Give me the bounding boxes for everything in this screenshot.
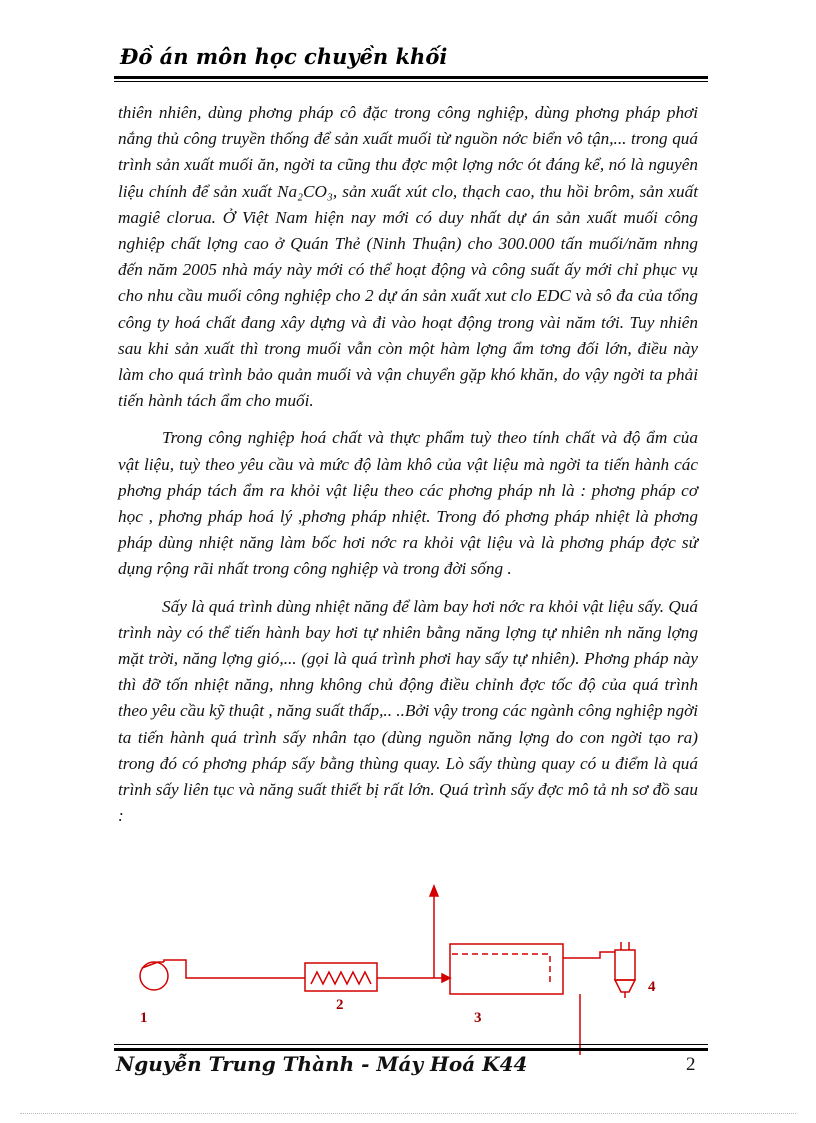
cyclone-cone (615, 980, 635, 992)
rotary-drum (450, 944, 563, 994)
exhaust-arrow (430, 886, 438, 896)
paragraph-1: thiên nhiên, dùng phơng pháp cô đặc trong công nghiệp, dùng phơng pháp phơi nắng thủ công truyền thống để sản xuất muối từ nguồn nớc biển vô tận,... trong quá trình sản xuất muối ăn, ngời ta cũng thu đợc một lợng nớc ót đáng kể, nó là nguyên liệu chính để sản xuất Na₂CO₃, sản xuất xút clo, thạch cao, thu hồi brôm, sản xuất magiê clorua. Ở Việt Nam hiện nay mới có duy nhất dự án sản xuất muối công nghiệp chất lợng cao ở Quán Thẻ (Ninh Thuận) cho 300.000 tấn muối/năm nhng đến năm 2005 nhà máy này mới có thể hoạt động và công suất ấy mới chỉ phục vụ cho nhu cầu muối công nghiệp cho 2 dự án sản xuất xut clo EDC và sô đa của tổng công ty hoá chất đang xây dựng và đi vào hoạt động trong vài năm tới. Tuy nhiên sau khi sản xuất thì trong muối vẫn còn một hàm lợng ẩm tơng đối lớn, điều này làm cho quá trình bảo quản muối và vận chuyển gặp khó khăn, do vậy ngời ta phải tiến hành tách ẩm cho muối. (118, 103, 698, 411)
heater-coil (311, 972, 371, 984)
body-text (118, 100, 698, 829)
drum-to-cyclone (563, 952, 615, 958)
header-title: Đồ án môn học chuyền khối (120, 44, 448, 69)
page-bottom-border (20, 1113, 796, 1114)
air-duct-1 (164, 960, 305, 978)
label-4: 4 (648, 979, 656, 995)
heater-box (305, 963, 377, 991)
label-1: 1 (140, 1010, 148, 1026)
header-rule-thin (114, 81, 708, 82)
label-2: 2 (336, 997, 344, 1013)
footer-author: Nguyễn Trung Thành - Máy Hoá K44 (116, 1052, 528, 1076)
footer-rule-thin (114, 1044, 708, 1045)
page-number: 2 (686, 1054, 696, 1075)
paragraph-2: Trong công nghiệp hoá chất và thực phẩm tuỳ theo tính chất và độ ẩm của vật liệu, tuỳ theo yêu cầu và mức độ làm khô của vật liệu mà ngời ta tiến hành các phơng pháp tách ẩm ra khỏi vật liệu theo các phơng pháp nh là : phơng pháp cơ học , phơng pháp hoá lý ,phơng pháp nhiệt. Trong đó phơng pháp nhiệt là phơng pháp dùng nhiệt năng làm bốc hơi nớc ra khỏi vật liệu và là phơng pháp đợc sử dụng rộng rãi nhất trong công nghiệp và trong đời sống . (118, 428, 698, 579)
process-diagram (120, 880, 680, 1055)
arrow-into-drum (442, 974, 450, 982)
label-3: 3 (474, 1010, 482, 1026)
paragraph-3: Sấy là quá trình dùng nhiệt năng để làm bay hơi nớc ra khỏi vật liệu sấy. Quá trình này có thể tiến hành bay hơi tự nhiên bằng năng lợng tự nhiên nh năng lợng mặt trời, năng lợng gió,... (gọi là quá trình phơi hay sấy tự nhiên). Phơng pháp này thì đỡ tốn nhiệt năng, nhng không chủ động điều chỉnh đợc tốc độ của quá trình theo yêu cầu kỹ thuật , năng suất thấp,.. ..Bởi vậy trong các ngành công nghiệp ngời ta tiến hành quá trình sấy nhân tạo (dùng nguồn năng lợng do con ngời tạo ra) trong đó có phơng pháp sấy bằng thùng quay. Lò sấy thùng quay có u điểm là quá trình sấy liên tục và năng suất thiết bị rất lớn. Quá trình sấy đợc mô tả nh sơ đồ sau : (118, 596, 699, 826)
cyclone-body (615, 950, 635, 980)
drum-inner-line (452, 954, 550, 982)
footer-rule-thick (114, 1048, 708, 1051)
fan-icon (140, 962, 168, 990)
header-rule-thick (114, 76, 708, 79)
